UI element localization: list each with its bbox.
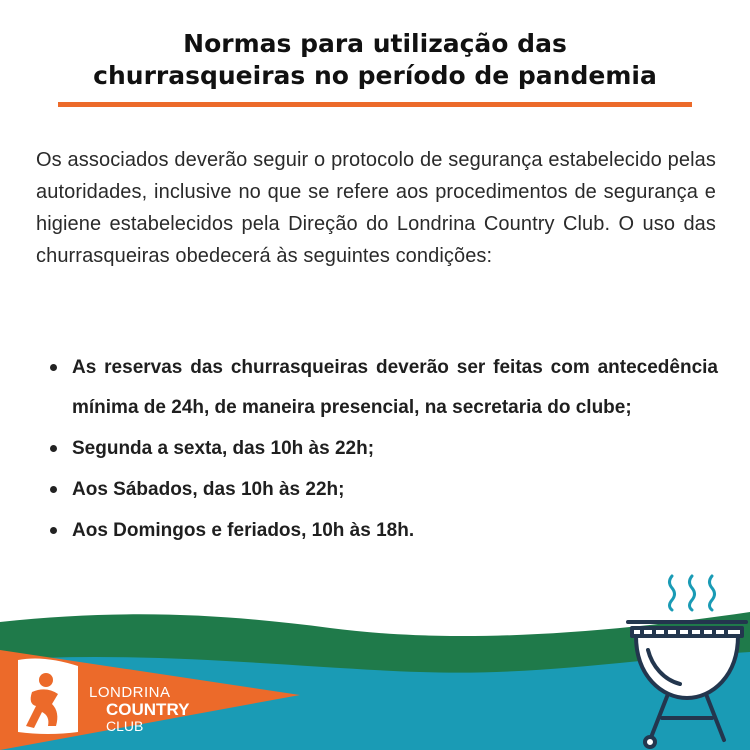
rule-text: Segunda a sexta, das 10h às 22h; <box>72 438 375 459</box>
rule-text: As reservas das churrasqueiras deverão ser feitas com antecedência mínima de 24h, de maneira presencial, na secretaria do clube; <box>72 357 718 418</box>
title-line-1: Normas para utilização das <box>183 29 567 58</box>
rule-text: Aos Sábados, das 10h às 22h; <box>72 479 345 500</box>
rule-text: Aos Domingos e feriados, 10h às 18h. <box>72 520 415 541</box>
brand-line-3: CLUB <box>106 718 144 734</box>
brand-line-2: COUNTRY <box>106 700 190 719</box>
title-line-2: churrasqueiras no período de pandemia <box>93 61 657 90</box>
steam-icon <box>670 576 715 610</box>
intro-paragraph: Os associados deverão seguir o protocolo de segurança estabelecido pelas autoridades, inclusive no que se refere aos procedimentos de segurança e higiene estabelecidos pela Direção do Londrina Country Club. O uso das churrasqueiras obedecerá às seguintes condições: <box>36 149 716 267</box>
club-logo-icon <box>18 658 78 734</box>
brand-line-1: LONDRINA <box>89 684 171 701</box>
